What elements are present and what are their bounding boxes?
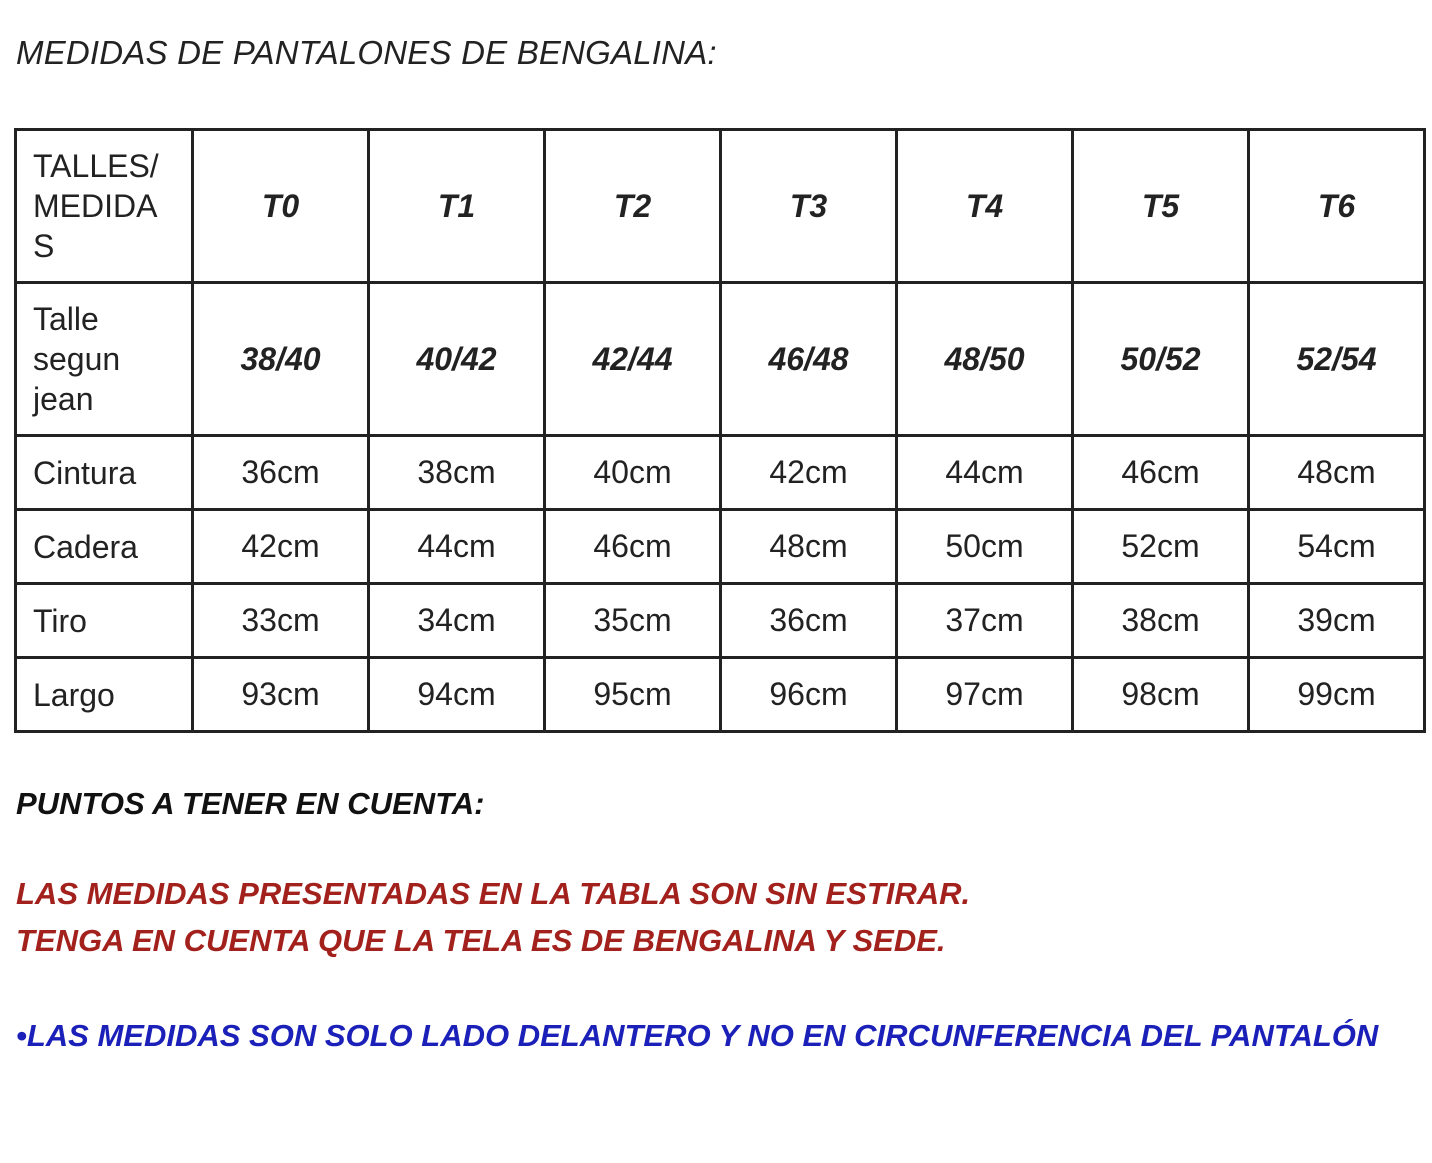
table-row [16, 436, 1425, 510]
red-note-line-1: LAS MEDIDAS PRESENTADAS EN LA TABLA SON SIN ESTIRAR. [16, 876, 971, 911]
table-cell: 98cm [1073, 658, 1249, 732]
table-cell: 36cm [193, 436, 369, 510]
table-cell: 50/52 [1073, 283, 1249, 436]
table-cell: 54cm [1249, 510, 1425, 584]
row-label: Tiro [16, 584, 193, 658]
table-cell: 38cm [1073, 584, 1249, 658]
table-cell: 99cm [1249, 658, 1425, 732]
table-cell: 46/48 [721, 283, 897, 436]
table-cell: 52/54 [1249, 283, 1425, 436]
table-cell: 97cm [897, 658, 1073, 732]
table-cell: 96cm [721, 658, 897, 732]
size-header: T4 [897, 130, 1073, 283]
table-row [16, 510, 1425, 584]
table-cell: 37cm [897, 584, 1073, 658]
size-header: T0 [193, 130, 369, 283]
table-cell: 42cm [193, 510, 369, 584]
row-label: Talle segun jean [16, 283, 193, 436]
table-cell: 40/42 [369, 283, 545, 436]
table-cell: 39cm [1249, 584, 1425, 658]
table-header-row [16, 130, 1425, 283]
size-chart-table [14, 128, 1426, 733]
table-cell: 42cm [721, 436, 897, 510]
red-note-line-2: TENGA EN CUENTA QUE LA TELA ES DE BENGALINA Y SEDE. [16, 923, 946, 958]
table-cell: 95cm [545, 658, 721, 732]
row-label: Cintura [16, 436, 193, 510]
table-cell: 94cm [369, 658, 545, 732]
table-row [16, 584, 1425, 658]
table-cell: 48/50 [897, 283, 1073, 436]
table-cell: 38cm [369, 436, 545, 510]
table-cell: 48cm [1249, 436, 1425, 510]
table-row [16, 658, 1425, 732]
size-header: T1 [369, 130, 545, 283]
table-cell: 48cm [721, 510, 897, 584]
table-cell: 34cm [369, 584, 545, 658]
table-cell: 44cm [897, 436, 1073, 510]
page-title: MEDIDAS DE PANTALONES DE BENGALINA: [16, 34, 717, 71]
corner-label: TALLES/ MEDIDAS [16, 130, 193, 283]
table-cell: 46cm [545, 510, 721, 584]
table-cell: 50cm [897, 510, 1073, 584]
table-cell: 42/44 [545, 283, 721, 436]
size-header: T2 [545, 130, 721, 283]
size-header: T3 [721, 130, 897, 283]
row-label: Largo [16, 658, 193, 732]
table-cell: 46cm [1073, 436, 1249, 510]
table-row [16, 283, 1425, 436]
table-cell: 44cm [369, 510, 545, 584]
table-cell: 35cm [545, 584, 721, 658]
table-cell: 36cm [721, 584, 897, 658]
table-cell: 93cm [193, 658, 369, 732]
table-cell: 33cm [193, 584, 369, 658]
size-header: T6 [1249, 130, 1425, 283]
table-cell: 52cm [1073, 510, 1249, 584]
notes-heading: PUNTOS A TENER EN CUENTA: [16, 786, 485, 821]
table-cell: 38/40 [193, 283, 369, 436]
size-header: T5 [1073, 130, 1249, 283]
table-cell: 40cm [545, 436, 721, 510]
row-label: Cadera [16, 510, 193, 584]
blue-note: •LAS MEDIDAS SON SOLO LADO DELANTERO Y NO EN CIRCUNFERENCIA DEL PANTALÓN [16, 1018, 1379, 1053]
